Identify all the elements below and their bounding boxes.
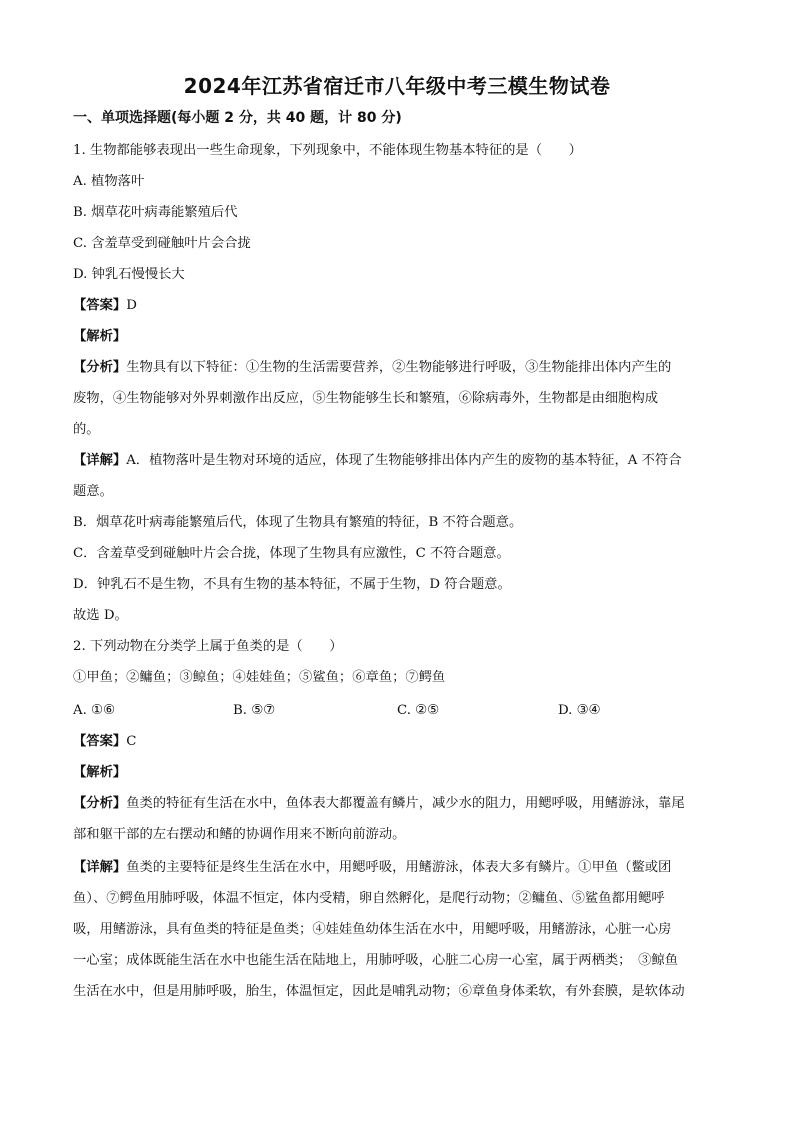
q1-xiangjie-line-2: 题意。 (73, 484, 113, 499)
answer-value: C (126, 734, 137, 749)
q1-xiangjie-line-3: B．烟草花叶病毒能繁殖后代，体现了生物具有繁殖的特征，B 不符合题意。 (73, 515, 523, 530)
q1-xiangjie-line-6: 故选 D。 (73, 608, 128, 623)
question-1-stem: 1. 生物都能够表现出一些生命现象，下列现象中，不能体现生物基本特征的是（ ） (73, 143, 582, 158)
q2-xiangjie-line-3: 吸，用鳍游泳，具有鱼类的特征是鱼类；④娃娃鱼幼体生活在水中，用鳃呼吸，用鳍游泳，心脏一心房 (73, 922, 672, 937)
q1-answer (73, 296, 723, 316)
q2-option-a: A. ①⑥ (73, 703, 115, 718)
q1-xiangjie-line-4: C．含羞草受到碰触叶片会合拢，体现了生物具有应激性，C 不符合题意。 (73, 546, 510, 561)
q2-xiangjie-line-5: 生活在水中，但是用肺呼吸，胎生，体温恒定，因此是哺乳动物；⑥章鱼身体柔软，有外套膜，是软体动 (73, 984, 685, 999)
fenxi-label: 【分析】 (73, 360, 127, 375)
q2-option-b: B. ⑤⑦ (233, 703, 276, 718)
q1-xiangjie-line-5: D．钟乳石不是生物，不具有生物的基本特征，不属于生物，D 符合题意。 (73, 577, 511, 592)
xiangjie-text: 鱼类的主要特征是终生生活在水中，用鳃呼吸，用鳍游泳，体表大多有鳞片。①甲鱼（鳖或团 (126, 860, 672, 875)
q2-answer (73, 732, 723, 752)
q2-xiangjie-line-4: 一心室；成体既能生活在水中也能生活在陆地上，用肺呼吸，心脏二心房一心室，属于两栖类； ③鲸鱼 (73, 953, 679, 968)
answer-label: 【答案】 (73, 298, 127, 313)
answer-label: 【答案】 (73, 734, 127, 749)
fenxi-text: 生物具有以下特征：①生物的生活需要营养，②生物能够进行呼吸，③生物能排出体内产生的 (126, 360, 672, 375)
q1-xiangjie-line-1 (73, 451, 723, 471)
xiangjie-text: A．植物落叶是生物对环境的适应，体现了生物能够排出体内产生的废物的基本特征，A 不符合 (126, 453, 682, 468)
xiangjie-label: 【详解】 (73, 860, 127, 875)
q2-analysis-label: 【解析】 (73, 765, 127, 780)
fenxi-label: 【分析】 (73, 796, 127, 811)
question-2-stem: 2. 下列动物在分类学上属于鱼类的是（ ） (73, 639, 343, 654)
xiangjie-label: 【详解】 (73, 453, 127, 468)
q1-analysis-label: 【解析】 (73, 329, 127, 344)
q1-option-a: A. 植物落叶 (73, 174, 145, 189)
q2-fenxi-line-1 (73, 794, 723, 814)
q2-xiangjie-line-1 (73, 858, 723, 878)
q2-option-c: C. ②⑤ (397, 703, 439, 718)
q1-fenxi-line-1 (73, 358, 723, 378)
q1-option-d: D. 钟乳石慢慢长大 (73, 267, 185, 282)
page-title: 2024年江苏省宿迁市八年级中考三模生物试卷 (183, 74, 611, 98)
q2-xiangjie-line-2: 鱼）、⑦鳄鱼用肺呼吸，体温不恒定，体内受精，卵自然孵化，是爬行动物；②鳙鱼、⑤鲨鱼都用鳃呼 (73, 891, 665, 906)
answer-value: D (126, 298, 137, 313)
q2-items: ①甲鱼；②鳙鱼；③鲸鱼；④娃娃鱼；⑤鲨鱼；⑥章鱼；⑦鳄鱼 (73, 670, 446, 685)
q1-fenxi-line-3: 的。 (73, 422, 100, 437)
q1-option-b: B. 烟草花叶病毒能繁殖后代 (73, 205, 238, 220)
q1-option-c: C. 含羞草受到碰触叶片会合拢 (73, 236, 251, 251)
fenxi-text: 鱼类的特征有生活在水中，鱼体表大都覆盖有鳞片，减少水的阻力，用鳃呼吸，用鳍游泳，靠尾 (126, 796, 685, 811)
q2-fenxi-line-2: 部和躯干部的左右摆动和鳍的协调作用来不断向前游动。 (73, 827, 406, 842)
section-heading: 一、单项选择题(每小题 2 分，共 40 题，计 80 分) (73, 110, 402, 126)
q1-fenxi-line-2: 废物，④生物能够对外界刺激作出反应，⑤生物能够生长和繁殖，⑥除病毒外，生物都是由细胞构成 (73, 391, 659, 406)
q2-option-d: D. ③④ (558, 703, 601, 718)
